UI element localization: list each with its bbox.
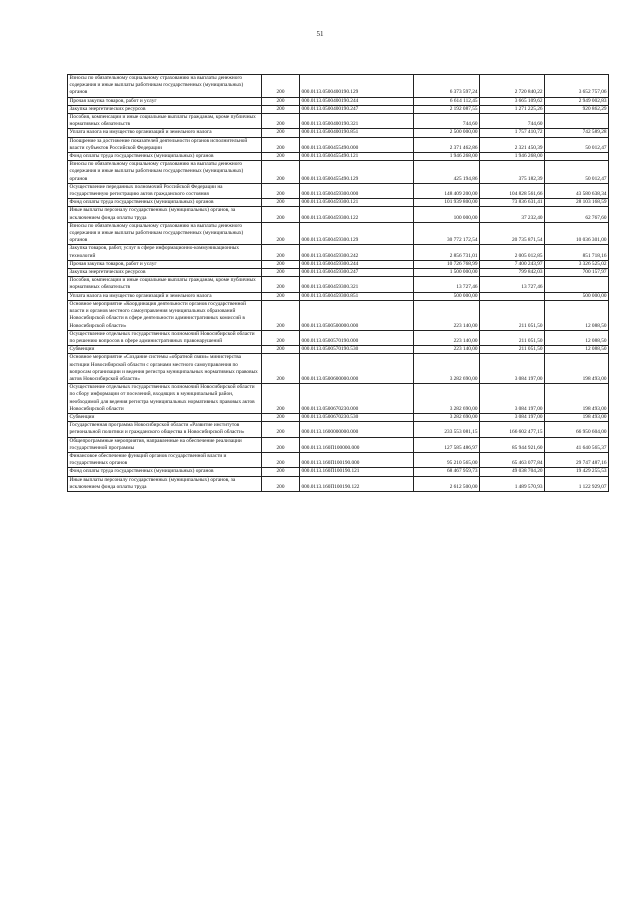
row-approved-amount: 6 373 597,24 — [414, 75, 480, 98]
row-name: Закупка энергетических ресурсов — [68, 105, 262, 113]
row-name: Взносы по обязательному социальному страхованию на выплаты денежного содержания и иные выплаты работникам государственных (муниципальных) органов — [68, 222, 262, 245]
row-code: 200 — [262, 413, 300, 421]
row-executed-amount — [480, 292, 545, 300]
row-classification: 000.0113.0500459300.247 — [300, 269, 414, 277]
row-name: Государственная программа Новосибирской области «Развитие институтов региональной политики и гражданского общества в Новосибирской области» — [68, 422, 262, 437]
row-code: 200 — [262, 269, 300, 277]
row-unexecuted-amount: 851 718,16 — [545, 245, 609, 260]
row-unexecuted-amount: 3 326 525,02 — [545, 260, 609, 268]
row-approved-amount: 101 939 800,00 — [414, 199, 480, 207]
row-classification: 000.0113.0500459300.321 — [300, 277, 414, 292]
table-row — [68, 245, 609, 260]
row-executed-amount: 13 727,46 — [480, 277, 545, 292]
row-approved-amount: 2 612 500,00 — [414, 476, 480, 491]
table-row — [68, 199, 609, 207]
row-name: Закупка товаров, работ, услуг в сфере информационно-коммуникационных технологий — [68, 245, 262, 260]
row-approved-amount: 30 772 172,54 — [414, 222, 480, 245]
row-unexecuted-amount: 198 493,00 — [545, 413, 609, 421]
table-row — [68, 292, 609, 300]
row-code: 200 — [262, 300, 300, 330]
row-classification: 000.0113.0500600000.000 — [300, 354, 414, 384]
row-classification: 000.0113.0500400190.129 — [300, 75, 414, 98]
row-code: 200 — [262, 260, 300, 268]
row-executed-amount: 1 489 570,93 — [480, 476, 545, 491]
row-executed-amount: 3 084 197,00 — [480, 384, 545, 414]
row-approved-amount: 6 614 112,45 — [414, 97, 480, 105]
row-unexecuted-amount: 3 652 757,06 — [545, 75, 609, 98]
row-code: 200 — [262, 105, 300, 113]
row-unexecuted-amount: 742 589,28 — [545, 129, 609, 137]
row-name: Осуществление переданных полномочий Российской Федерации на государственную регистрацию актов гражданского состояния — [68, 183, 262, 198]
table-row — [68, 222, 609, 245]
row-unexecuted-amount — [545, 277, 609, 292]
row-unexecuted-amount: 2 949 002,83 — [545, 97, 609, 105]
row-approved-amount: 3 282 690,00 — [414, 384, 480, 414]
table-row — [68, 346, 609, 354]
table-row — [68, 422, 609, 437]
row-unexecuted-amount: 66 950 604,00 — [545, 422, 609, 437]
row-executed-amount: 3 084 197,00 — [480, 413, 545, 421]
row-approved-amount: 100 000,00 — [414, 207, 480, 222]
row-unexecuted-amount: 12 088,50 — [545, 330, 609, 345]
row-code: 200 — [262, 452, 300, 467]
row-unexecuted-amount: 10 036 301,00 — [545, 222, 609, 245]
row-name: Взносы по обязательному социальному страхованию на выплаты денежного содержания и иные выплаты работникам государственных (муниципальных) органов — [68, 75, 262, 98]
row-unexecuted-amount: 50 012,47 — [545, 137, 609, 152]
row-approved-amount: 2 192 087,55 — [414, 105, 480, 113]
row-executed-amount: 20 735 871,54 — [480, 222, 545, 245]
row-code: 200 — [262, 346, 300, 354]
row-classification: 000.0113.0500459300.121 — [300, 199, 414, 207]
row-unexecuted-amount: 19 429 255,53 — [545, 468, 609, 476]
table-row — [68, 437, 609, 452]
row-executed-amount: 799 842,03 — [480, 269, 545, 277]
table-row — [68, 452, 609, 467]
row-executed-amount: 211 051,50 — [480, 300, 545, 330]
row-code: 200 — [262, 75, 300, 98]
row-code: 200 — [262, 422, 300, 437]
row-executed-amount: 375 182,39 — [480, 161, 545, 184]
row-approved-amount: 2 500 000,00 — [414, 129, 480, 137]
row-name: Уплата налога на имущество организаций и земельного налога — [68, 292, 262, 300]
row-name: Общепрограммные мероприятия, направленные на обеспечение реализации государственной программы — [68, 437, 262, 452]
row-code: 200 — [262, 277, 300, 292]
table-row — [68, 207, 609, 222]
table-row — [68, 161, 609, 184]
row-name: Фонд оплаты труда государственных (муниципальных) органов — [68, 153, 262, 161]
budget-table-body — [68, 75, 609, 492]
row-executed-amount: 2 005 012,85 — [480, 245, 545, 260]
table-row — [68, 153, 609, 161]
row-code: 200 — [262, 161, 300, 184]
row-classification: 000.0113.0500400190.247 — [300, 105, 414, 113]
row-code: 200 — [262, 437, 300, 452]
row-name: Субвенции — [68, 413, 262, 421]
row-code: 200 — [262, 468, 300, 476]
row-approved-amount: 223 140,00 — [414, 330, 480, 345]
row-unexecuted-amount: 198 493,00 — [545, 384, 609, 414]
row-classification: 000.0113.160П100190.121 — [300, 468, 414, 476]
row-unexecuted-amount: 43 580 638,34 — [545, 183, 609, 198]
row-name: Основное мероприятие «Создание системы «обратной связи» министерства юстиции Новосибирской области с органами местного самоуправления по вопросам организации и ведения регистра муниципальных нормативных правовых актов Новосибирской области» — [68, 354, 262, 384]
row-code: 200 — [262, 222, 300, 245]
row-classification: 000.0113.0500459300.000 — [300, 183, 414, 198]
table-row — [68, 105, 609, 113]
row-code: 200 — [262, 384, 300, 414]
row-name: Пособия, компенсации и иные социальные выплаты гражданам, кроме публичных нормативных обязательств — [68, 277, 262, 292]
row-code: 200 — [262, 245, 300, 260]
row-approved-amount: 95 210 565,00 — [414, 452, 480, 467]
row-executed-amount: 1 757 410,72 — [480, 129, 545, 137]
row-classification: 000.0113.0500459300.129 — [300, 222, 414, 245]
row-classification: 000.0113.0500500000.000 — [300, 300, 414, 330]
row-classification: 000.0113.0500455490.000 — [300, 137, 414, 152]
row-code: 200 — [262, 207, 300, 222]
row-executed-amount: 73 836 631,41 — [480, 199, 545, 207]
row-executed-amount: 744,60 — [480, 114, 545, 129]
row-code: 200 — [262, 183, 300, 198]
row-name: Взносы по обязательному социальному страхованию на выплаты денежного содержания и иные выплаты работникам государственных (муниципальных) органов — [68, 161, 262, 184]
row-classification: 000.0113.0500400190.851 — [300, 129, 414, 137]
row-executed-amount: 2 720 840,22 — [480, 75, 545, 98]
row-name: Основное мероприятие «Координация деятельности органов государственной власти и органов местного самоуправления муниципальных образований Новосибирской области в сфере деятельности административных комиссий в Новосибирской области» — [68, 300, 262, 330]
row-name: Осуществление отдельных государственных полномочий Новосибирской области по решению вопросов в сфере административных правонарушений — [68, 330, 262, 345]
row-classification: 000.0113.160П100000.000 — [300, 437, 414, 452]
row-executed-amount: 2 321 450,39 — [480, 137, 545, 152]
row-unexecuted-amount: 700 157,97 — [545, 269, 609, 277]
row-approved-amount: 10 726 768,99 — [414, 260, 480, 268]
row-executed-amount: 1 946 268,00 — [480, 153, 545, 161]
row-approved-amount: 500 000,00 — [414, 292, 480, 300]
row-classification: 000.0113.0500459300.851 — [300, 292, 414, 300]
table-row — [68, 330, 609, 345]
row-approved-amount: 223 140,00 — [414, 346, 480, 354]
row-code: 200 — [262, 330, 300, 345]
table-row — [68, 183, 609, 198]
row-approved-amount: 1 500 000,00 — [414, 269, 480, 277]
row-executed-amount: 7 400 243,97 — [480, 260, 545, 268]
row-name: Уплата налога на имущество организаций и земельного налога — [68, 129, 262, 137]
row-approved-amount: 148 409 200,00 — [414, 183, 480, 198]
row-name: Финансовое обеспечение функций органов государственной власти и государственных органов — [68, 452, 262, 467]
row-classification: 000.0113.160П100190.000 — [300, 452, 414, 467]
row-unexecuted-amount: 920 862,29 — [545, 105, 609, 113]
row-unexecuted-amount: 12 088,50 — [545, 346, 609, 354]
row-approved-amount: 13 727,46 — [414, 277, 480, 292]
table-row — [68, 354, 609, 384]
row-unexecuted-amount: 198 493,00 — [545, 354, 609, 384]
row-executed-amount: 1 271 225,26 — [480, 105, 545, 113]
budget-table — [67, 74, 609, 492]
row-executed-amount: 3 665 109,62 — [480, 97, 545, 105]
row-code: 200 — [262, 354, 300, 384]
row-unexecuted-amount: 500 000,00 — [545, 292, 609, 300]
row-approved-amount: 68 467 959,73 — [414, 468, 480, 476]
table-row — [68, 413, 609, 421]
table-row — [68, 75, 609, 98]
row-name: Прочая закупка товаров, работ и услуг — [68, 97, 262, 105]
row-executed-amount: 37 232,40 — [480, 207, 545, 222]
table-row — [68, 384, 609, 414]
row-unexecuted-amount — [545, 114, 609, 129]
row-unexecuted-amount: 50 012,47 — [545, 161, 609, 184]
row-name: Осуществление отдельных государственных полномочий Новосибирской области по сбору информации от поселений, входящих в муниципальный район, необходимой для ведения регистра муниципальных нормативных правовых актов Новосибирской области — [68, 384, 262, 414]
table-row — [68, 468, 609, 476]
table-row — [68, 269, 609, 277]
row-name: Закупка энергетических ресурсов — [68, 269, 262, 277]
row-approved-amount: 3 282 690,00 — [414, 354, 480, 384]
row-classification: 000.0113.0500400190.321 — [300, 114, 414, 129]
row-code: 200 — [262, 114, 300, 129]
row-approved-amount: 2 371 462,86 — [414, 137, 480, 152]
row-approved-amount: 2 856 731,01 — [414, 245, 480, 260]
row-approved-amount: 223 140,00 — [414, 300, 480, 330]
row-classification: 000.0113.0500459300.244 — [300, 260, 414, 268]
table-row — [68, 129, 609, 137]
row-code: 200 — [262, 137, 300, 152]
page-number: 51 — [316, 30, 324, 38]
row-unexecuted-amount: 29 747 487,16 — [545, 452, 609, 467]
row-executed-amount: 211 051,50 — [480, 330, 545, 345]
row-code: 200 — [262, 292, 300, 300]
row-unexecuted-amount: 41 640 565,37 — [545, 437, 609, 452]
table-row — [68, 137, 609, 152]
row-unexecuted-amount: 12 088,50 — [545, 300, 609, 330]
row-executed-amount: 211 051,50 — [480, 346, 545, 354]
row-approved-amount: 425 194,86 — [414, 161, 480, 184]
row-name: Иные выплаты персоналу государственных (муниципальных) органов, за исключением фонда оплаты труда — [68, 207, 262, 222]
row-classification: 000.0113.0500455490.129 — [300, 161, 414, 184]
row-approved-amount: 1 946 268,00 — [414, 153, 480, 161]
row-name: Прочая закупка товаров, работ и услуг — [68, 260, 262, 268]
table-row — [68, 114, 609, 129]
row-executed-amount: 3 084 197,00 — [480, 354, 545, 384]
row-code: 200 — [262, 129, 300, 137]
row-unexecuted-amount: 28 103 168,59 — [545, 199, 609, 207]
row-name: Фонд оплаты труда государственных (муниципальных) органов — [68, 468, 262, 476]
row-classification: 000.0113.0500459300.242 — [300, 245, 414, 260]
row-approved-amount: 127 585 486,97 — [414, 437, 480, 452]
row-classification: 000.0113.0500400190.244 — [300, 97, 414, 105]
row-name: Иные выплаты персоналу государственных (муниципальных) органов, за исключением фонда оплаты труда — [68, 476, 262, 491]
table-row — [68, 97, 609, 105]
row-approved-amount: 3 282 690,00 — [414, 413, 480, 421]
row-unexecuted-amount: 62 767,60 — [545, 207, 609, 222]
row-classification: 000.0113.0500670230.530 — [300, 413, 414, 421]
table-row — [68, 476, 609, 491]
row-code: 200 — [262, 153, 300, 161]
row-name: Фонд оплаты труда государственных (муниципальных) органов — [68, 199, 262, 207]
row-classification: 000.0113.0500570190.530 — [300, 346, 414, 354]
row-name: Пособия, компенсации и иные социальные выплаты гражданам, кроме публичных нормативных обязательств — [68, 114, 262, 129]
row-classification: 000.0113.0500455490.121 — [300, 153, 414, 161]
table-row — [68, 300, 609, 330]
row-classification: 000.0113.0500459300.122 — [300, 207, 414, 222]
row-classification: 000.0113.0500670230.000 — [300, 384, 414, 414]
row-name: Поощрение за достижение показателей деятельности органов исполнительной власти субъектов Российской Федерации — [68, 137, 262, 152]
row-approved-amount: 744,60 — [414, 114, 480, 129]
table-row — [68, 260, 609, 268]
row-executed-amount: 85 944 921,60 — [480, 437, 545, 452]
row-classification: 000.0113.0500570190.000 — [300, 330, 414, 345]
row-executed-amount: 65 463 077,84 — [480, 452, 545, 467]
row-unexecuted-amount: 1 122 929,07 — [545, 476, 609, 491]
row-name: Субвенции — [68, 346, 262, 354]
row-executed-amount: 49 038 704,20 — [480, 468, 545, 476]
row-classification: 000.0113.160П100190.122 — [300, 476, 414, 491]
row-classification: 000.0113.1600000000.000 — [300, 422, 414, 437]
row-code: 200 — [262, 199, 300, 207]
row-code: 200 — [262, 97, 300, 105]
row-executed-amount: 104 828 561,66 — [480, 183, 545, 198]
row-executed-amount: 166 602 477,15 — [480, 422, 545, 437]
row-unexecuted-amount — [545, 153, 609, 161]
row-code: 200 — [262, 476, 300, 491]
row-approved-amount: 233 553 081,15 — [414, 422, 480, 437]
table-row — [68, 277, 609, 292]
